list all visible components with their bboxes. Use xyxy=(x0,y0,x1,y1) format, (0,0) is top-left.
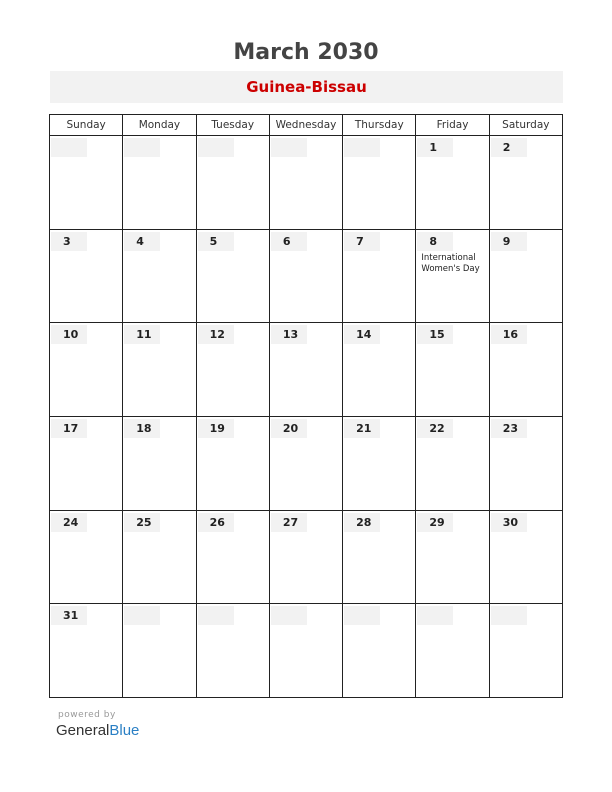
day-cell[interactable] xyxy=(269,511,342,604)
date-number xyxy=(417,606,453,625)
week-row xyxy=(50,604,562,697)
date-number: 14 xyxy=(344,325,380,344)
brand-blue: Blue xyxy=(109,722,140,739)
day-cell[interactable] xyxy=(489,417,562,510)
weekday-thursday: Thursday xyxy=(342,115,415,135)
date-number: 2 xyxy=(491,138,527,157)
weekday-saturday: Saturday xyxy=(489,115,562,135)
week-row xyxy=(50,136,562,230)
date-number: 20 xyxy=(271,419,307,438)
date-number xyxy=(344,138,380,157)
date-number: 23 xyxy=(491,419,527,438)
date-number: 21 xyxy=(344,419,380,438)
calendar-grid xyxy=(49,114,563,698)
day-cell[interactable] xyxy=(415,417,488,510)
week-row xyxy=(50,230,562,324)
date-number xyxy=(491,606,527,625)
date-number: 28 xyxy=(344,513,380,532)
day-cell[interactable] xyxy=(50,230,122,323)
date-number xyxy=(124,606,160,625)
day-cell[interactable] xyxy=(342,136,415,229)
date-number: 15 xyxy=(417,325,453,344)
day-cell[interactable] xyxy=(50,511,122,604)
day-cell[interactable] xyxy=(50,417,122,510)
day-cell[interactable] xyxy=(342,230,415,323)
day-cell[interactable] xyxy=(122,323,195,416)
date-number: 19 xyxy=(198,419,234,438)
weekday-header xyxy=(50,115,562,136)
day-cell[interactable] xyxy=(415,136,488,229)
day-cell[interactable] xyxy=(122,604,195,697)
date-number: 5 xyxy=(198,232,234,251)
day-cell[interactable] xyxy=(196,323,269,416)
day-cell[interactable] xyxy=(489,511,562,604)
day-cell[interactable] xyxy=(196,417,269,510)
day-cell[interactable] xyxy=(122,511,195,604)
day-cell[interactable] xyxy=(415,511,488,604)
date-number: 6 xyxy=(271,232,307,251)
generalblue-logo[interactable] xyxy=(56,721,139,741)
country-name: Guinea-Bissau xyxy=(246,78,367,96)
date-number: 4 xyxy=(124,232,160,251)
date-number: 3 xyxy=(51,232,87,251)
day-cell[interactable] xyxy=(269,136,342,229)
day-cell[interactable] xyxy=(269,230,342,323)
date-number: 30 xyxy=(491,513,527,532)
date-number xyxy=(344,606,380,625)
date-number: 9 xyxy=(491,232,527,251)
day-cell[interactable] xyxy=(489,136,562,229)
day-cell[interactable] xyxy=(415,230,488,323)
day-cell[interactable] xyxy=(489,604,562,697)
date-number: 26 xyxy=(198,513,234,532)
date-number xyxy=(198,606,234,625)
date-number xyxy=(124,138,160,157)
date-number: 31 xyxy=(51,606,87,625)
page-title: March 2030 xyxy=(233,40,379,65)
day-cell[interactable] xyxy=(196,230,269,323)
date-number: 12 xyxy=(198,325,234,344)
calendar-weeks xyxy=(50,136,562,697)
date-number: 17 xyxy=(51,419,87,438)
day-cell[interactable] xyxy=(342,323,415,416)
day-cell[interactable] xyxy=(415,323,488,416)
weekday-monday: Monday xyxy=(122,115,195,135)
week-row xyxy=(50,323,562,417)
day-cell[interactable] xyxy=(489,323,562,416)
day-cell[interactable] xyxy=(196,511,269,604)
day-cell[interactable] xyxy=(342,604,415,697)
day-cell[interactable] xyxy=(342,417,415,510)
date-number: 10 xyxy=(51,325,87,344)
brand-general: General xyxy=(56,722,110,739)
day-cell[interactable] xyxy=(196,604,269,697)
day-cell[interactable] xyxy=(122,417,195,510)
day-cell[interactable] xyxy=(269,323,342,416)
weekday-tuesday: Tuesday xyxy=(196,115,269,135)
weekday-sunday: Sunday xyxy=(66,119,106,131)
weekday-wednesday: Wednesday xyxy=(269,115,342,135)
date-number xyxy=(271,138,307,157)
date-number: 24 xyxy=(51,513,87,532)
day-cell[interactable] xyxy=(50,604,122,697)
powered-by-label: powered by xyxy=(58,710,116,720)
day-cell[interactable] xyxy=(269,417,342,510)
date-number: 16 xyxy=(491,325,527,344)
date-number: 18 xyxy=(124,419,160,438)
date-number: 27 xyxy=(271,513,307,532)
day-cell[interactable] xyxy=(415,604,488,697)
holiday-label: International Women's Day xyxy=(421,252,480,274)
date-number: 29 xyxy=(417,513,453,532)
date-number: 11 xyxy=(124,325,160,344)
week-row xyxy=(50,417,562,511)
date-number xyxy=(271,606,307,625)
day-cell[interactable] xyxy=(50,323,122,416)
date-number xyxy=(198,138,234,157)
day-cell[interactable] xyxy=(122,136,195,229)
date-number: 22 xyxy=(417,419,453,438)
date-number: 8 xyxy=(417,232,453,251)
day-cell[interactable] xyxy=(122,230,195,323)
week-row xyxy=(50,511,562,605)
day-cell[interactable] xyxy=(50,136,122,229)
day-cell[interactable] xyxy=(342,511,415,604)
date-number xyxy=(51,138,87,157)
date-number: 7 xyxy=(344,232,380,251)
date-number: 25 xyxy=(124,513,160,532)
country-banner xyxy=(50,71,563,103)
date-number: 13 xyxy=(271,325,307,344)
day-cell[interactable] xyxy=(269,604,342,697)
day-cell[interactable] xyxy=(489,230,562,323)
weekday-friday: Friday xyxy=(415,115,488,135)
date-number: 1 xyxy=(417,138,453,157)
day-cell[interactable] xyxy=(196,136,269,229)
